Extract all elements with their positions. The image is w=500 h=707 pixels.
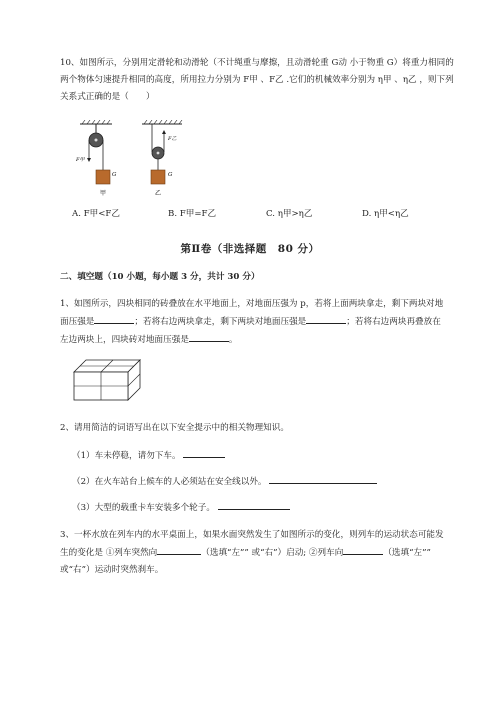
q2-sub-2-text: （2）在火车站台上候车的人必须站在安全线以外。 xyxy=(72,477,267,487)
question-3 xyxy=(60,527,448,579)
q2-sub-1-text: （1）车未停稳，请勿下车。 xyxy=(72,451,181,461)
fixed-pulley-figure xyxy=(80,120,112,184)
q1-text-f: 。 xyxy=(228,335,238,345)
q10-line-1: 10、如图所示，分别用定滑轮和动滑轮（不计绳重与摩擦，且动滑轮重 G动 小于物重 G）将重力相同的 xyxy=(60,58,454,68)
q3-blank-2[interactable] xyxy=(343,544,383,555)
q2-sub-1 xyxy=(72,447,225,461)
brick-stack-figure xyxy=(72,356,142,404)
option-a: A. F甲<F乙 xyxy=(72,209,120,219)
left-force-label: F甲 xyxy=(76,157,85,163)
left-weight-label: G xyxy=(112,172,117,178)
question-2 xyxy=(60,420,448,437)
pulley-diagram xyxy=(72,120,192,202)
q2-sub-2 xyxy=(72,473,377,487)
q3-text-b: 生的变化是 ①列车突然向 xyxy=(60,548,158,558)
right-force-label: F乙 xyxy=(168,136,177,142)
q1-blank-3[interactable] xyxy=(189,331,229,342)
q1-text-d: ；若将右边两块再叠放在 xyxy=(346,317,441,327)
option-d: D. η甲<η乙 xyxy=(362,209,409,219)
q1-text-a: 1、如图所示，四块相同的砖叠放在水平地面上，对地面压强为 p，若将上面两块拿走，剩下两块对地 xyxy=(60,299,444,309)
q1-text-e: 左边两块上，四块砖对地面压强是 xyxy=(60,335,189,345)
option-b: B. F甲=F乙 xyxy=(168,209,217,219)
q3-text-c: （选填“左”” 或“右”）启动; ②列车向 xyxy=(201,548,344,558)
right-caption: 乙 xyxy=(155,190,162,197)
q10-options xyxy=(72,207,432,221)
movable-pulley-figure xyxy=(142,120,182,184)
section-title: 第Ⅱ卷（非选择题 80 分） xyxy=(180,243,320,255)
q1-blank-2[interactable] xyxy=(306,313,346,324)
q2-blank-3[interactable] xyxy=(218,499,290,510)
q3-blank-1[interactable] xyxy=(157,544,201,555)
q3-text-d: （选填“左”” xyxy=(383,548,431,558)
q2-blank-2[interactable] xyxy=(269,473,377,484)
part-title: 二、填空题（10 小题，每小题 3 分，共计 30 分） xyxy=(60,272,260,282)
right-weight-label: G xyxy=(168,172,173,178)
q1-blank-1[interactable] xyxy=(94,313,134,324)
q2-stem: 2、请用简洁的词语写出在以下安全提示中的相关物理知识。 xyxy=(60,423,289,433)
question-1 xyxy=(60,296,448,349)
q2-sub-3-text: （3）大型的载重卡车安装多个轮子。 xyxy=(72,503,215,513)
q2-blank-1[interactable] xyxy=(183,447,225,458)
q10-line-2: 两个物体匀速提升相同的高度，所用拉力分别为 F甲 、F乙 .它们的机械效率分别为 η甲 、η乙 ，则下列 xyxy=(60,75,454,85)
q10-line-3: 关系式正确的是（ ） xyxy=(60,92,155,102)
q2-sub-3 xyxy=(72,499,290,513)
question-10 xyxy=(60,55,454,106)
q3-text-e: 或“右”）运动时突然刹车。 xyxy=(60,565,164,575)
q1-text-b: 面压强是 xyxy=(60,317,95,327)
left-caption: 甲 xyxy=(100,190,107,197)
option-c: C. η甲>η乙 xyxy=(266,209,313,219)
q1-text-c: ；若将右边两块拿走，剩下两块对地面压强是 xyxy=(134,317,307,327)
q3-text-a: 3、一杯水放在列车内的水平桌面上，如果水面突然发生了如图所示的变化，则列车的运动状态可能发 xyxy=(60,530,444,540)
